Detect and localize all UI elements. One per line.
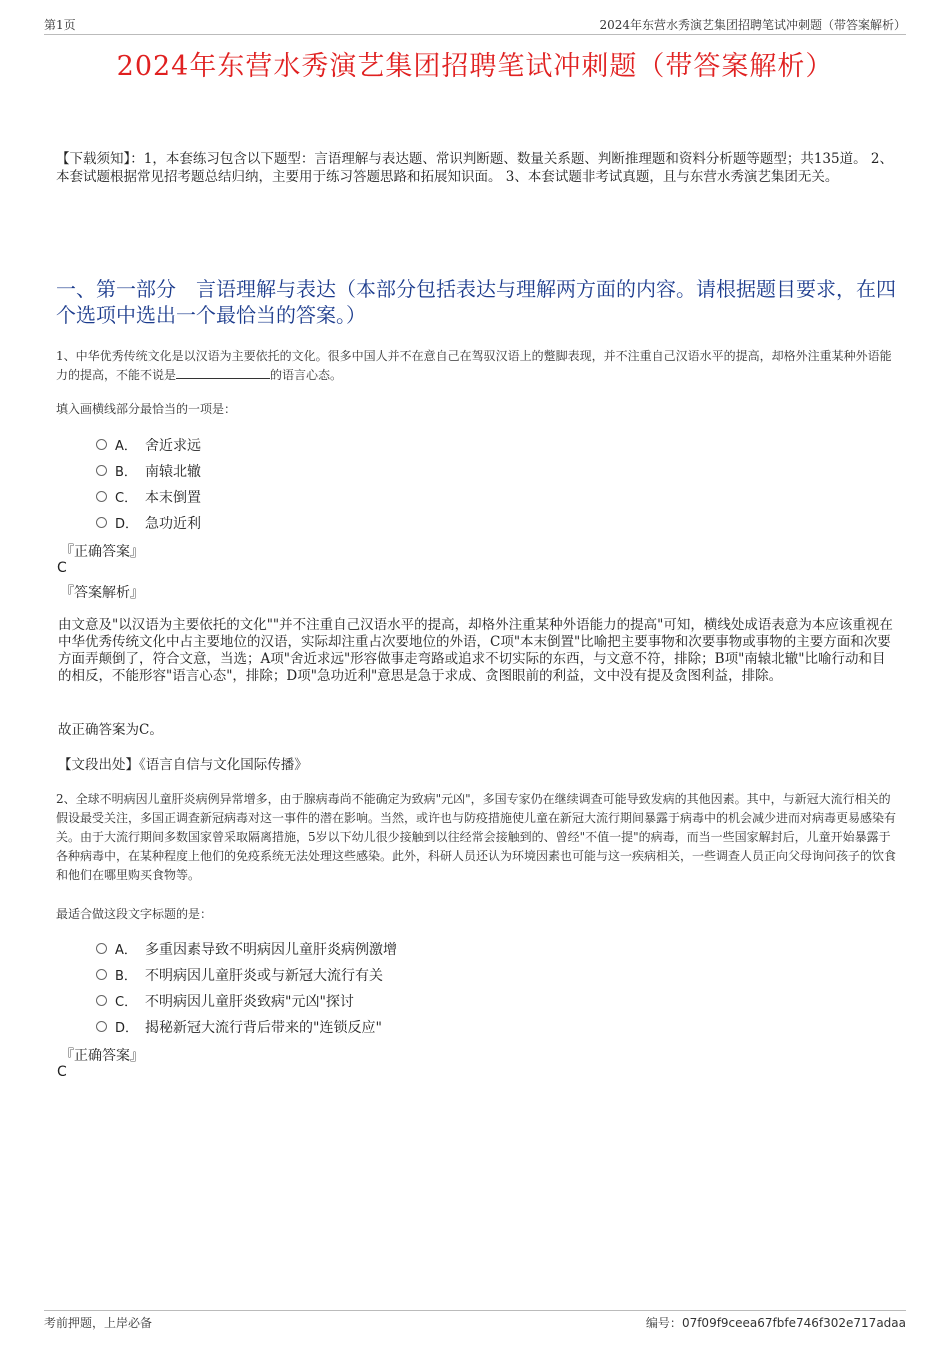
q1-blank bbox=[176, 366, 270, 379]
header-doc-title: 2024年东营水秀演艺集团招聘笔试冲刺题（带答案解析） bbox=[599, 18, 906, 32]
q1-option-a[interactable]: A． 舍近求远 bbox=[96, 434, 896, 460]
q1-option-b[interactable]: B． 南辕北辙 bbox=[96, 460, 896, 486]
option-text: 舍近求远 bbox=[145, 438, 201, 454]
q2-option-b[interactable]: B． 不明病因儿童肝炎或与新冠大流行有关 bbox=[96, 964, 896, 990]
radio-icon[interactable] bbox=[96, 491, 107, 502]
footer-slogan: 考前押题，上岸必备 bbox=[44, 1316, 153, 1330]
document-title: 2024年东营水秀演艺集团招聘笔试冲刺题（带答案解析） bbox=[116, 51, 834, 82]
q1-stem: 1、中华优秀传统文化是以汉语为主要依托的文化。很多中国人并不在意自己在驾驭汉语上的蹩脚表现，并不注重自己汉语水平的提高，却格外注重某种外语能力的提高，不能不说是 的语言心态。 bbox=[56, 349, 892, 382]
section-title: 一、第一部分 言语理解与表达（本部分包括表达与理解两方面的内容。请根据题目要求，在四个选项中选出一个最恰当的答案。） bbox=[56, 277, 896, 327]
footer-code: 编号：07f09f9ceea67fbfe746f302e717adaa bbox=[645, 1316, 906, 1330]
q1-conclusion: 故正确答案为C。 bbox=[58, 722, 163, 738]
q2-answer-label: 『正确答案』 bbox=[60, 1048, 144, 1064]
q2-answer: C bbox=[57, 1064, 67, 1080]
option-text: 本末倒置 bbox=[145, 490, 201, 506]
option-text: 多重因素导致不明病因儿童肝炎病例激增 bbox=[145, 942, 397, 958]
q1-option-d[interactable]: D． 急功近利 bbox=[96, 512, 896, 538]
q2-prompt: 最适合做这段文字标题的是： bbox=[56, 907, 213, 921]
option-text: 南辕北辙 bbox=[145, 464, 201, 480]
page-footer bbox=[44, 1310, 906, 1331]
q2-stem: 2、全球不明病因儿童肝炎病例异常增多，由于腺病毒尚不能确定为致病"元凶"，多国专家仍在继续调查可能导致发病的其他因素。其中，与新冠大流行相关的假设最受关注，多国正调查新冠病毒对这一事件的潜在影响。当然，或许也与防疫措施使儿童在新冠大流行期间暴露于病毒中的机会减少进而对病毒更易感染有关。由于大流行期间多数国家曾采取隔离措施，5岁以下幼儿很少接触到以往经常会接触到的、曾经"不值一提"的病毒，而当一些国家解封后，儿童开始暴露于各种病毒中，在某种程度上他们的免疫系统无法处理这些感染。此外，科研人员还认为环境因素也可能与这一疾病相关，一些调查人员正向父母询问孩子的饮食和他们在哪里购买食物等。 bbox=[56, 792, 897, 882]
q2-options bbox=[96, 938, 896, 1042]
q1-option-c[interactable]: C． 本末倒置 bbox=[96, 486, 896, 512]
option-text: 不明病因儿童肝炎致病"元凶"探讨 bbox=[145, 994, 354, 1010]
radio-icon[interactable] bbox=[96, 943, 107, 954]
option-text: 急功近利 bbox=[145, 516, 201, 532]
q2-option-d[interactable]: D． 揭秘新冠大流行背后带来的"连锁反应" bbox=[96, 1016, 896, 1042]
q2-option-a[interactable]: A． 多重因素导致不明病因儿童肝炎病例激增 bbox=[96, 938, 896, 964]
radio-icon[interactable] bbox=[96, 995, 107, 1006]
q1-options bbox=[96, 434, 896, 538]
option-text: 揭秘新冠大流行背后带来的"连锁反应" bbox=[145, 1020, 382, 1036]
q1-prompt: 填入画横线部分最恰当的一项是： bbox=[56, 402, 237, 416]
radio-icon[interactable] bbox=[96, 517, 107, 528]
q2-option-c[interactable]: C． 不明病因儿童肝炎致病"元凶"探讨 bbox=[96, 990, 896, 1016]
radio-icon[interactable] bbox=[96, 1021, 107, 1032]
q1-answer: C bbox=[57, 560, 67, 576]
radio-icon[interactable] bbox=[96, 439, 107, 450]
q1-source: 【文段出处】《语言自信与文化国际传播》 bbox=[58, 757, 308, 773]
q1-analysis: 由文意及"以汉语为主要依托的文化""并不注重自己汉语水平的提高，却格外注重某种外语能力的提高"可知，横线处成语表意为本应该重视在中华优秀传统文化中占主要地位的汉语，实际却注重占次要地位的外语，C项"本末倒置"比喻把主要事物和次要事物或事物的主要方面和次要方面弄颠倒了，符合文意，当选；A项"舍近求远"形容做事走弯路或追求不切实际的东西，与文意不符，排除；B项"南辕北辙"比喻行动和目的相反，不能形容"语言心态"，排除；D项"急功近利"意思是急于求成、贪图眼前的利益，文中没有提及贪图利益，排除。 bbox=[58, 617, 893, 684]
q1-answer-label: 『正确答案』 bbox=[60, 544, 144, 560]
page-header bbox=[44, 14, 906, 35]
option-text: 不明病因儿童肝炎或与新冠大流行有关 bbox=[145, 968, 383, 984]
download-notice: 【下载须知】：1，本套练习包含以下题型：言语理解与表达题、常识判断题、数量关系题、判断推理题和资料分析题等题型；共135道。 2、本套试题根据常见招考题总结归纳，主要用于练习答题思路和拓展知识面。 3、本套试题非考试真题，且与东营水秀演艺集团无关。 bbox=[56, 151, 893, 185]
radio-icon[interactable] bbox=[96, 969, 107, 980]
page-number: 第1页 bbox=[44, 18, 76, 32]
radio-icon[interactable] bbox=[96, 465, 107, 476]
q1-analysis-label: 『答案解析』 bbox=[60, 585, 144, 601]
